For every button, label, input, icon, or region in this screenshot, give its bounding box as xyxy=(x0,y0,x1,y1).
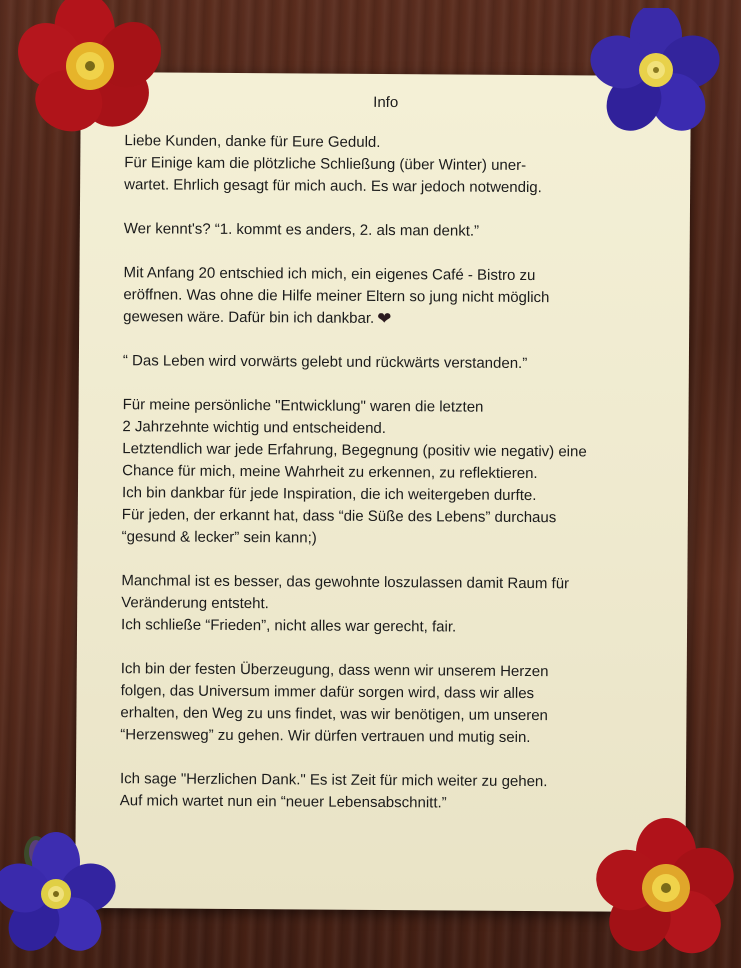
paragraph-conviction xyxy=(120,658,666,750)
text-line: Für meine persönliche "Entwicklung" waren die letzten xyxy=(122,396,484,416)
paragraph-development xyxy=(122,394,668,552)
text-line: gewesen wäre. Dafür bin ich dankbar. xyxy=(123,308,375,327)
red-primrose-flower xyxy=(596,818,741,968)
text-line: Ich schließe “Frieden”, nicht alles war gerecht, fair. xyxy=(121,616,457,636)
text-line: Letztendlich war jede Erfahrung, Begegnung (positiv wie negativ) eine xyxy=(122,440,587,461)
blue-primrose-flower xyxy=(0,826,140,968)
text-line: Ich bin der festen Überzeugung, dass wenn wir unserem Herzen xyxy=(120,660,549,681)
notice-body xyxy=(120,130,670,838)
text-line: erhalten, den Weg zu uns findet, was wir benötigen, um unseren xyxy=(120,704,548,725)
notice-paper xyxy=(75,72,691,912)
text-line: Veränderung entsteht. xyxy=(121,594,269,613)
text-line: Manchmal ist es besser, das gewohnte loszulassen damit Raum für xyxy=(121,572,570,593)
text-line: Auf mich wartet nun ein “neuer Lebensabschnitt.” xyxy=(119,792,447,812)
text-line: Chance für mich, meine Wahrheit zu erkennen, zu reflektieren. xyxy=(122,462,538,483)
text-line: folgen, das Universum immer dafür sorgen wird, dass wir alles xyxy=(120,682,535,703)
text-line: “gesund & lecker” sein kann;) xyxy=(121,528,317,547)
text-line: 2 Jahrzehnte wichtig und entscheidend. xyxy=(122,418,387,438)
text-line: Mit Anfang 20 entschied ich mich, ein eigenes Café - Bistro zu xyxy=(123,264,536,285)
text-line: “Herzensweg” zu gehen. Wir dürfen vertrauen und mutig sein. xyxy=(120,726,531,747)
notice-title: Info xyxy=(373,93,399,112)
text-line: Für jeden, der erkannt hat, dass “die Süße des Lebens” durchaus xyxy=(121,506,557,527)
text-line: eröffnen. Was ohne die Hilfe meiner Eltern so jung nicht möglich xyxy=(123,286,550,307)
text-line: Ich sage "Herzlichen Dank." Es ist Zeit für mich weiter zu gehen. xyxy=(119,770,548,791)
paragraph-quote-1 xyxy=(124,218,669,244)
red-primrose-flower xyxy=(8,0,168,150)
paragraph-history xyxy=(123,262,668,332)
text-line: “ Das Leben wird vorwärts gelebt und rückwärts verstanden.” xyxy=(122,352,528,373)
text-line: Liebe Kunden, danke für Eure Geduld. xyxy=(124,132,381,151)
paragraph-farewell xyxy=(120,768,665,816)
text-line: wartet. Ehrlich gesagt für mich auch. Es war jedoch notwendig. xyxy=(124,176,542,197)
text-line: Ich bin dankbar für jede Inspiration, die ich weitergeben durfte. xyxy=(121,484,537,505)
paragraph-letting-go xyxy=(121,570,666,640)
text-line: Wer kennt's? “1. kommt es anders, 2. als man denkt.” xyxy=(123,220,480,240)
text-line-with-heart xyxy=(123,306,668,332)
text-line: Für Einige kam die plötzliche Schließung (über Winter) uner- xyxy=(124,154,527,174)
paragraph-quote-2 xyxy=(123,350,668,376)
blue-primrose-flower xyxy=(582,8,732,143)
heart-icon: ❤ xyxy=(377,308,392,329)
